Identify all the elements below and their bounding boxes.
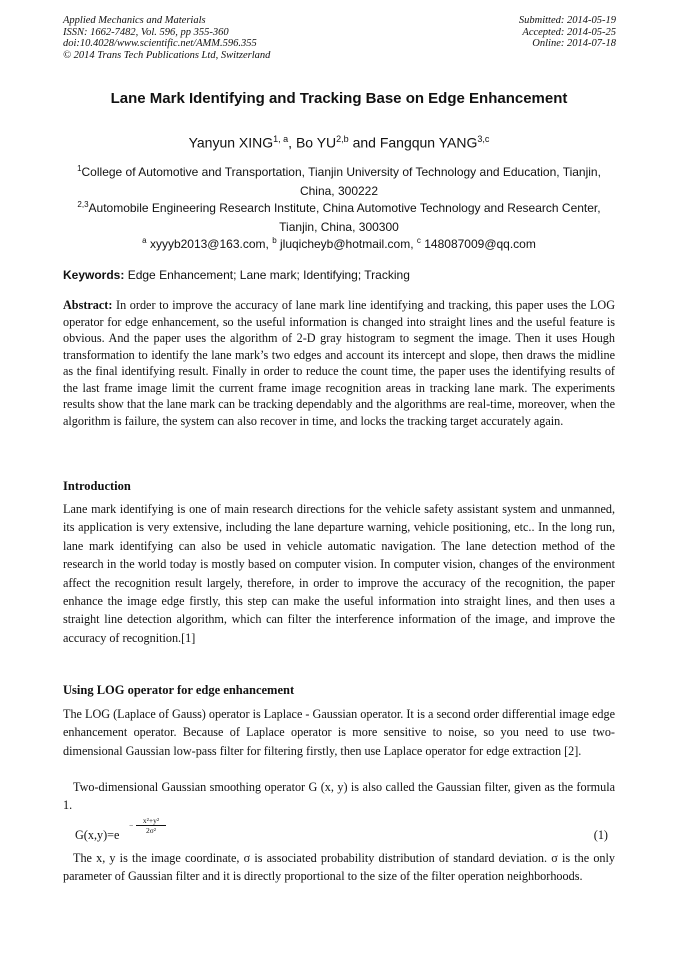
affiliation-mark: 2,3	[77, 200, 89, 209]
formula-number: (1)	[593, 828, 608, 842]
email-mark: c	[416, 236, 421, 245]
email-address: jluqicheyb@hotmail.com	[279, 237, 411, 251]
email-mark: a	[142, 236, 147, 245]
email-mark: b	[272, 236, 277, 245]
formula-denominator: 2σ²	[145, 826, 157, 835]
author-affil-mark: 1, a	[273, 134, 289, 144]
accepted-date: Accepted: 2014-05-25	[522, 26, 616, 38]
introduction-paragraph: Lane mark identifying is one of main research directions for the vehicle safety assistant system and unmanned, its application is very extensive, including the lane departure warning, vehicle positioning, etc.. In the long run, lane mark identifying can also be used in vehicle automatic navigation. The lane detection method of the research in the world today is mostly based on computer vision. In computer vision, changes of the environment affect the recognition result largely, therefore, in order to improve the accuracy of the recognition, the paper enhance the image edge firstly, this step can make the useful information into straight lines, and then uses a straight line detection algorithm, which can filter the interference information of the image, and improve the accuracy of recognition.[1]	[63, 502, 615, 645]
journal-info	[63, 15, 270, 61]
email-address: 148087009@qq.com	[424, 237, 536, 251]
author-name: Fangqun YANG	[379, 134, 478, 151]
keywords	[63, 268, 615, 282]
author-separator: and	[352, 134, 380, 151]
submitted-date: Submitted: 2014-05-19	[518, 15, 616, 26]
journal-copyright: © 2014 Trans Tech Publications Ltd, Switzerland	[63, 49, 271, 61]
author-name: Bo YU	[295, 134, 337, 151]
journal-issn: ISSN: 1662-7482, Vol. 596, pp 355-360	[63, 26, 229, 38]
log-paragraph-2: Two-dimensional Gaussian smoothing operator G (x, y) is also called the Gaussian filter, given as the formula 1.	[63, 780, 615, 813]
formula-minus: −	[129, 821, 134, 830]
post-formula-paragraph: The x, y is the image coordinate, σ is associated probability distribution of standard deviation. σ is the only parameter of Gaussian filter and it is directly proportional to the size of the filter operation neighborhoods.	[63, 851, 615, 884]
affiliation-mark: 1	[77, 164, 82, 173]
abstract-text: In order to improve the accuracy of lane mark line identifying and tracking, this paper uses the LOG operator for edge enhancement, so the useful information is changed into straight lines and the useful feature is obvious. And the paper uses the algorithm of 2-D gray histogram to segment the image. Then it uses Hough transformation to identify the lane mark’s two edges and account its intercept and slope, then draws the midline as the final identifying result. Finally in order to reduce the count time, the paper uses the identifying results of the last frame image limit the current frame image recognition areas in tracking lane mark. The experiments results show that the lane mark can be tracking dependably and the algorithms are real-time, moreover, when the algorithm is failure, the system can also recover in time, and locks the tracking target accurately again.	[63, 298, 616, 428]
formula-numerator: x²+y²	[142, 816, 160, 825]
email-address: xyyyb2013@163.com	[149, 237, 266, 251]
abstract-label: Abstract:	[63, 298, 113, 312]
section-heading-log-operator: Using LOG operator for edge enhancement	[63, 683, 295, 697]
author-name: Yanyun XING	[188, 134, 274, 151]
keywords-text: Edge Enhancement; Lane mark; Identifying; Tracking	[127, 268, 410, 282]
keywords-label: Keywords:	[63, 268, 125, 282]
paper-title: Lane Mark Identifying and Tracking Base on Edge Enhancement	[110, 90, 568, 107]
author-list	[0, 134, 678, 151]
submission-dates	[519, 15, 616, 50]
journal-doi: doi:10.4028/www.scientific.net/AMM.596.355	[63, 38, 257, 49]
author-separator: ,	[288, 134, 296, 151]
affiliation-text: College of Automotive and Transportation, Tianjin University of Technology and Education, Tianjin, China, 300222	[81, 165, 601, 198]
journal-name: Applied Mechanics and Materials	[63, 15, 206, 26]
section-heading-introduction: Introduction	[63, 479, 131, 493]
formula-exponent	[129, 816, 166, 835]
email-line: $^a$ xyyyb2013@163.com, $^b$ jluqicheyb@hotmail.com, $^c$ 148087009@qq.com	[142, 236, 536, 251]
author-affil-mark: 2,b	[336, 134, 349, 144]
affiliation-text: Automobile Engineering Research Institute, China Automotive Technology and Research Center, Tianjin, China, 300300	[88, 201, 601, 234]
online-date: Online: 2014-07-18	[532, 38, 616, 49]
abstract	[63, 297, 615, 429]
formula-lhs: G(x,y)=e	[75, 828, 120, 842]
log-paragraph-1: The LOG (Laplace of Gauss) operator is Laplace - Gaussian operator. It is a second order differential image edge enhancement operator. Because of Laplace operator is more sensitive to noise, so you need to use two-dimensional Gaussian low-pass filter for filtering firstly, then use Laplace operator for edge extraction [2].	[63, 707, 615, 758]
author-affil-mark: 3,c	[477, 134, 490, 144]
